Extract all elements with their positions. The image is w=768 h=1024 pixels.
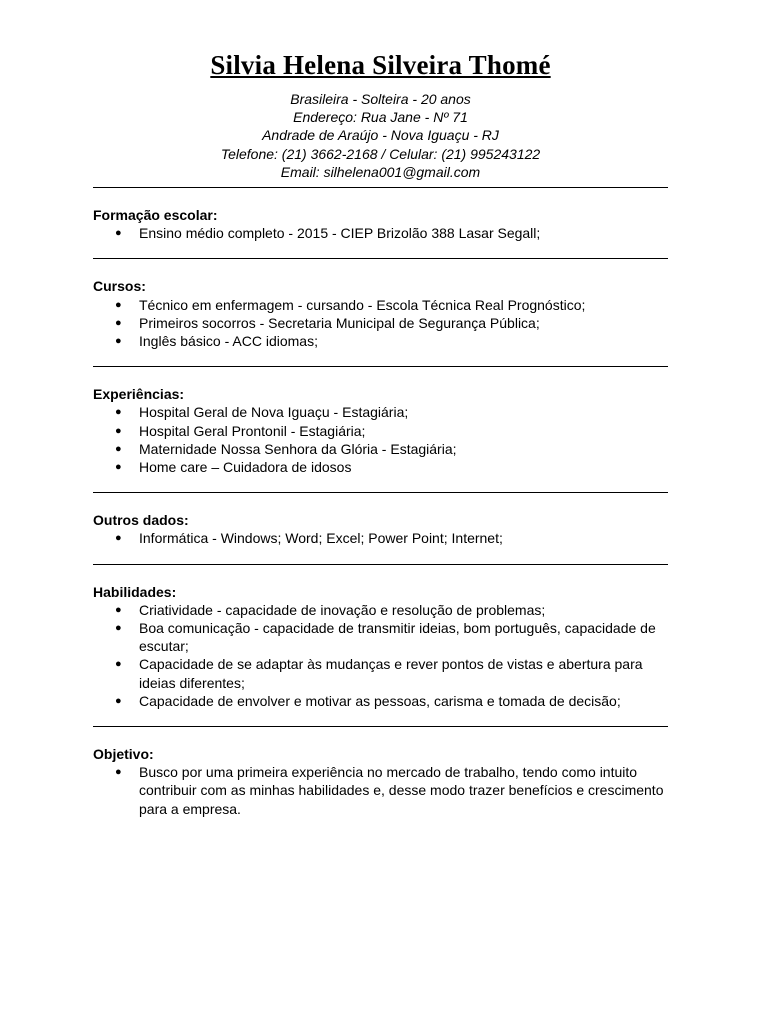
section-skills — [93, 565, 668, 726]
section-title: Outros dados: — [93, 512, 189, 529]
list-item-text: Hospital Geral de Nova Iguaçu - Estagiária; — [139, 404, 409, 421]
list-item — [93, 458, 668, 476]
bullet-icon: ● — [115, 298, 122, 311]
list-item — [93, 224, 668, 242]
list-item-text: Busco por uma primeira experiência no mercado de trabalho, tendo como intuito contribuir com as minhas habilidades e, desse modo trazer benefícios e crescimento para a empresa. — [139, 764, 664, 817]
list-item-text: Inglês básico - ACC idiomas; — [139, 333, 318, 350]
section-list — [93, 224, 668, 242]
section-title: Habilidades: — [93, 583, 177, 600]
bullet-icon: ● — [115, 424, 122, 437]
list-item — [93, 619, 668, 655]
section-title: Cursos: — [93, 278, 146, 295]
section-experience — [93, 367, 668, 492]
bullet-icon: ● — [115, 622, 122, 635]
section-title: Formação escolar: — [93, 207, 218, 224]
list-item — [93, 296, 668, 314]
bullet-icon: ● — [115, 335, 122, 348]
bullet-icon: ● — [115, 603, 122, 616]
section-list — [93, 529, 668, 547]
list-item-text: Hospital Geral Prontonil - Estagiária; — [139, 422, 366, 439]
list-item-text: Maternidade Nossa Senhora da Glória - Estagiária; — [139, 440, 457, 457]
list-item-text: Informática - Windows; Word; Excel; Power Point; Internet; — [139, 530, 503, 547]
list-item-text: Ensino médio completo - 2015 - CIEP Brizolão 388 Lasar Segall; — [139, 225, 541, 242]
bullet-icon: ● — [115, 442, 122, 455]
section-list — [93, 403, 668, 476]
bullet-icon: ● — [115, 406, 122, 419]
section-title: Objetivo: — [93, 746, 154, 763]
list-item-text: Home care – Cuidadora de idosos — [139, 459, 352, 476]
list-item-text: Primeiros socorros - Secretaria Municipal de Segurança Pública; — [139, 314, 540, 331]
bullet-icon: ● — [115, 694, 122, 707]
list-item — [93, 403, 668, 421]
phone-line: Telefone: (21) 3662-2168 / Celular: (21) 995243122 — [220, 145, 541, 162]
list-item — [93, 763, 668, 818]
list-item-text: Capacidade de envolver e motivar as pessoas, carisma e tomada de decisão; — [139, 692, 621, 709]
email-line: Email: silhelena001@gmail.com — [280, 163, 481, 180]
list-item-text: Criatividade - capacidade de inovação e resolução de problemas; — [139, 601, 546, 618]
address-line: Endereço: Rua Jane - Nº 71 — [293, 109, 468, 126]
bullet-icon: ● — [115, 658, 122, 671]
section-list — [93, 296, 668, 351]
list-item-text: Boa comunicação - capacidade de transmitir ideias, bom português, capacidade de escutar; — [139, 620, 656, 655]
resume-sections — [93, 188, 668, 834]
resume-document — [93, 48, 668, 834]
list-item — [93, 655, 668, 691]
bullet-icon: ● — [115, 532, 122, 545]
candidate-name: Silvia Helena Silveira Thomé — [210, 50, 551, 80]
section-education — [93, 188, 668, 258]
section-list — [93, 763, 668, 818]
section-title: Experiências: — [93, 386, 185, 403]
bullet-icon: ● — [115, 766, 122, 779]
list-item — [93, 440, 668, 458]
list-item-text: Técnico em enfermagem - cursando - Escola Técnica Real Prognóstico; — [139, 296, 586, 313]
section-courses — [93, 259, 668, 366]
section-list — [93, 601, 668, 710]
list-item — [93, 692, 668, 710]
list-item — [93, 314, 668, 332]
list-item-text: Capacidade de se adaptar às mudanças e rever pontos de vistas e abertura para ideias diferentes; — [139, 656, 643, 691]
list-item — [93, 332, 668, 350]
bullet-icon: ● — [115, 227, 122, 240]
bullet-icon: ● — [115, 461, 122, 474]
list-item — [93, 601, 668, 619]
list-item — [93, 529, 668, 547]
section-other-info — [93, 493, 668, 563]
section-objective — [93, 727, 668, 834]
city-line: Andrade de Araújo - Nova Iguaçu - RJ — [262, 127, 499, 144]
personal-info-line: Brasileira - Solteira - 20 anos — [290, 91, 471, 107]
list-item — [93, 422, 668, 440]
contact-block — [93, 90, 668, 181]
bullet-icon: ● — [115, 316, 122, 329]
